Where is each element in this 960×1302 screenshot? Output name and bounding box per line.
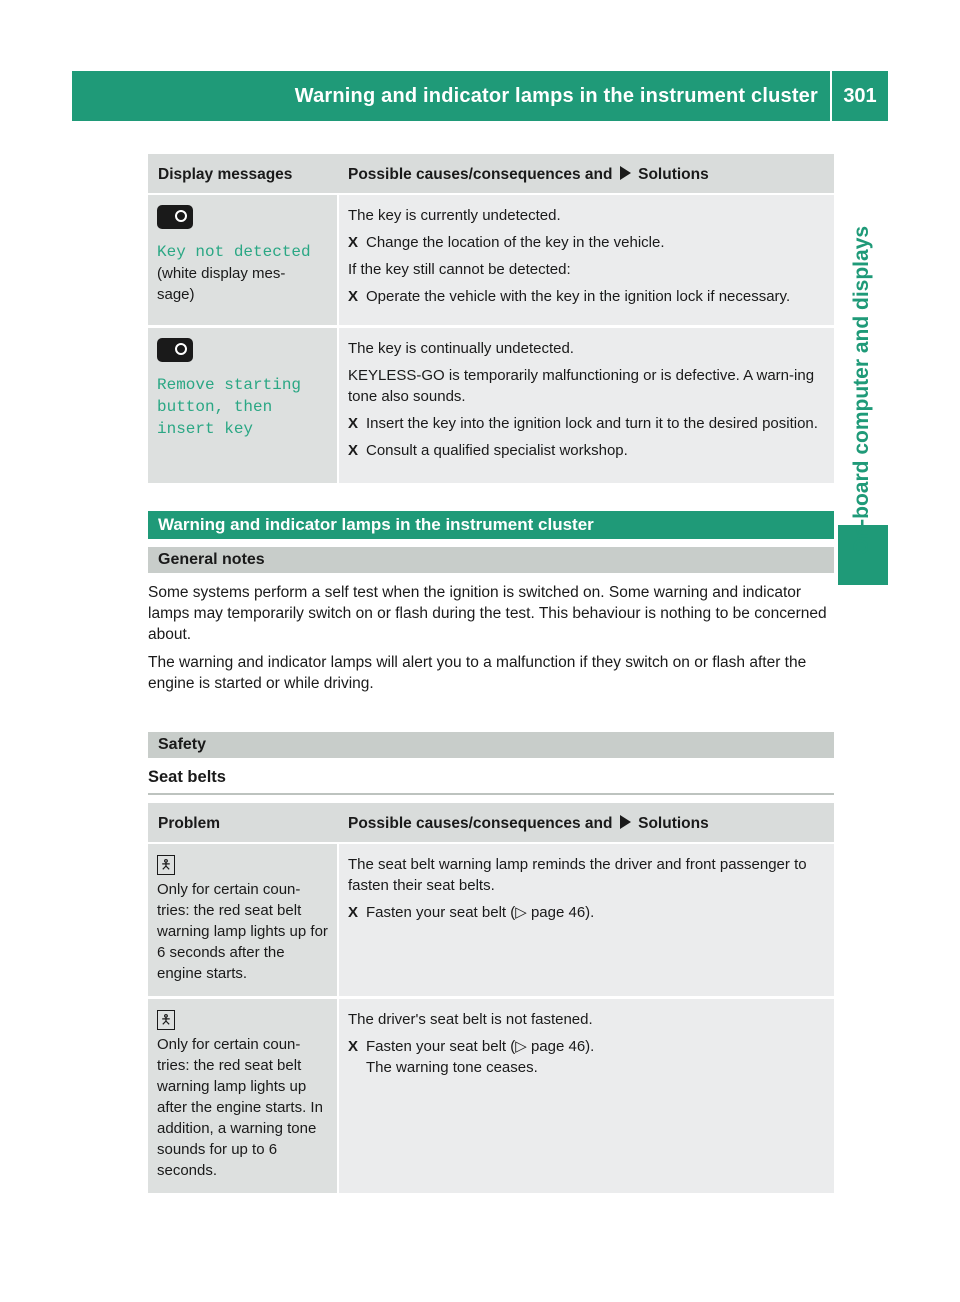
step-marker-icon: X	[348, 904, 359, 921]
page-number: 301	[843, 84, 877, 107]
display-messages-table	[148, 154, 834, 486]
general-notes-paragraph-2: The warning and indicator lamps will alert you to a malfunction if they switch on or flash after the engine is started or while driving.	[148, 654, 807, 692]
col-header-problem: Problem	[148, 803, 338, 843]
description-text: The seat belt warning lamp reminds the driver and front passenger to fasten their seat belts.	[348, 856, 807, 894]
instruction-text: Change the location of the key in the vehicle.	[366, 234, 665, 251]
instruction-text: Insert the key into the ignition lock and turn it to the desired position.	[366, 415, 818, 432]
problem-text: Only for certain coun-tries: the red seat belt warning lamp lights up after the engine starts. In addition, a warning tone sounds for up to 6 seconds.	[157, 1036, 323, 1179]
section-title-bar: Warning and indicator lamps in the instrument cluster	[148, 511, 834, 539]
general-notes-paragraph-1: Some systems perform a self test when the ignition is switched on. Some warning and indicator lamps may temporarily switch on or flash during the test. This behaviour is nothing to be concerned about.	[148, 584, 827, 643]
problem-cell	[148, 843, 338, 998]
key-icon	[157, 205, 193, 229]
table-row	[148, 327, 834, 485]
instruction-text: Consult a qualified specialist workshop.	[366, 442, 628, 459]
seat-belt-icon: 🯅	[157, 1010, 175, 1030]
step-marker-icon: X	[348, 288, 359, 305]
general-notes-heading: General notes	[148, 547, 834, 573]
key-icon	[157, 338, 193, 362]
step-marker-icon: X	[348, 442, 359, 459]
col-header-solutions: Solutions	[638, 166, 709, 183]
step-marker-icon: X	[348, 415, 359, 432]
table-row	[148, 194, 834, 327]
page-header	[72, 71, 888, 121]
instruction-step	[348, 902, 825, 923]
seat-belt-table	[148, 803, 834, 1196]
table-row	[148, 998, 834, 1195]
display-message-cell	[148, 194, 338, 327]
description-text: KEYLESS-GO is temporarily malfunctioning or is defective. A warn-ing tone also sounds.	[348, 367, 815, 405]
problem-text: Only for certain coun-tries: the red seat belt warning lamp lights up for 6 seconds after the engine starts.	[157, 881, 328, 982]
display-message-text: Remove starting button, then insert key	[157, 376, 302, 438]
instruction-step	[348, 440, 825, 461]
table-row	[148, 843, 834, 998]
play-arrow-icon	[620, 166, 631, 180]
step-marker-icon: X	[348, 1038, 359, 1055]
col-header-causes	[338, 803, 834, 843]
instruction-text: Fasten your seat belt (▷ page 46).	[366, 904, 595, 921]
seat-belts-heading: Seat belts	[148, 768, 834, 795]
seat-belt-icon: 🯅	[157, 855, 175, 875]
instruction-step	[348, 286, 825, 307]
description-text: The key is currently undetected.	[348, 207, 561, 224]
solutions-cell	[338, 843, 834, 998]
play-arrow-icon	[620, 815, 631, 829]
display-message-cell	[148, 327, 338, 485]
col-header-display-messages: Display messages	[148, 154, 338, 194]
chapter-tab-label: On-board computer and displays	[850, 225, 873, 555]
display-message-text: Key not detected	[157, 243, 311, 261]
instruction-text: Fasten your seat belt (▷ page 46). The warning tone ceases.	[366, 1038, 595, 1076]
solutions-cell	[338, 998, 834, 1195]
solutions-cell	[338, 194, 834, 327]
description-text: The driver's seat belt is not fastened.	[348, 1011, 593, 1028]
col-header-causes-pre: Possible causes/consequences and	[348, 815, 613, 832]
display-message-note: (white display mes- sage)	[157, 265, 286, 303]
instruction-text: Operate the vehicle with the key in the ignition lock if necessary.	[366, 288, 791, 305]
instruction-step	[348, 1036, 825, 1078]
step-marker-icon: X	[348, 234, 359, 251]
col-header-causes	[338, 154, 834, 194]
description-text: If the key still cannot be detected:	[348, 261, 571, 278]
instruction-step	[348, 232, 825, 253]
col-header-causes-pre: Possible causes/consequences and	[348, 166, 613, 183]
instruction-step	[348, 413, 825, 434]
col-header-solutions: Solutions	[638, 815, 709, 832]
solutions-cell	[338, 327, 834, 485]
problem-cell	[148, 998, 338, 1195]
header-title: Warning and indicator lamps in the instrument cluster	[295, 71, 832, 121]
description-text: The key is continually undetected.	[348, 340, 574, 357]
safety-heading: Safety	[148, 732, 834, 758]
